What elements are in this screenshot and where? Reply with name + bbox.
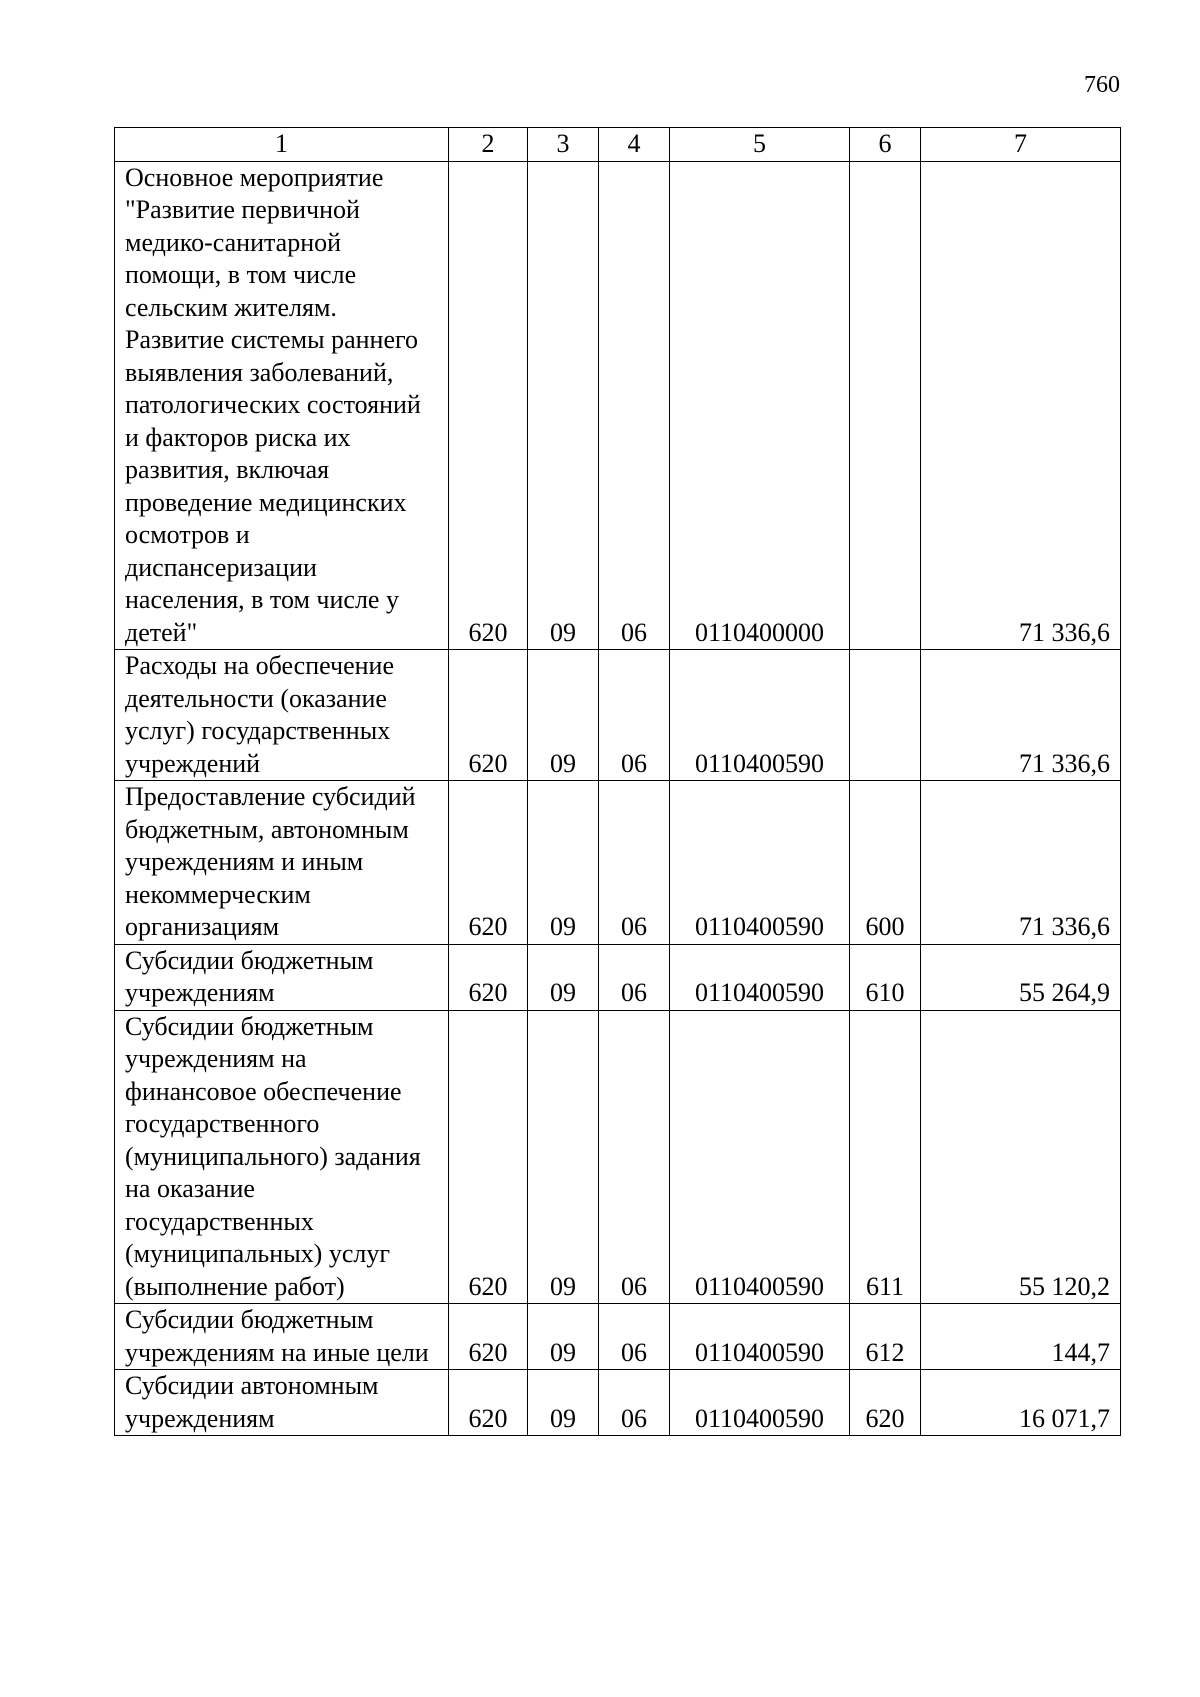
- row-col-6: 611: [850, 1010, 921, 1304]
- row-col-5: 0110400590: [670, 650, 850, 781]
- row-col-2: 620: [449, 161, 528, 650]
- row-name: Субсидии бюджетным учреждениям: [115, 944, 449, 1010]
- row-col-4: 06: [599, 1370, 670, 1436]
- row-col-5: 0110400590: [670, 944, 850, 1010]
- row-col-2: 620: [449, 1010, 528, 1304]
- row-col-4: 06: [599, 1010, 670, 1304]
- budget-table: [114, 127, 1121, 1436]
- row-col-5: 0110400590: [670, 1010, 850, 1304]
- table-row: [115, 161, 1121, 650]
- row-col-6: [850, 161, 921, 650]
- row-col-4: 06: [599, 650, 670, 781]
- row-col-3: 09: [528, 161, 599, 650]
- table-row: [115, 1370, 1121, 1436]
- row-col-6: 610: [850, 944, 921, 1010]
- row-col-4: 06: [599, 161, 670, 650]
- table-row: [115, 1010, 1121, 1304]
- table-row: [115, 781, 1121, 945]
- row-col-6: 600: [850, 781, 921, 945]
- row-col-2: 620: [449, 650, 528, 781]
- row-col-6: [850, 650, 921, 781]
- row-col-3: 09: [528, 1304, 599, 1370]
- header-col-7: 7: [921, 128, 1121, 162]
- row-col-6: 612: [850, 1304, 921, 1370]
- row-col-7: 55 264,9: [921, 944, 1121, 1010]
- row-col-3: 09: [528, 1010, 599, 1304]
- header-col-6: 6: [850, 128, 921, 162]
- row-col-3: 09: [528, 1370, 599, 1436]
- row-name: Основное мероприятие "Развитие первичной медико-санитарной помощи, в том числе сельским жителям. Развитие системы раннего выявления заболеваний, патологических состояний и факторов риска их развития, включая проведение медицинских осмотров и диспансеризации населения, в том числе у детей": [115, 161, 449, 650]
- row-col-7: 16 071,7: [921, 1370, 1121, 1436]
- row-col-4: 06: [599, 781, 670, 945]
- row-col-7: 71 336,6: [921, 650, 1121, 781]
- table-row: [115, 650, 1121, 781]
- row-col-7: 71 336,6: [921, 781, 1121, 945]
- row-col-4: 06: [599, 944, 670, 1010]
- row-col-4: 06: [599, 1304, 670, 1370]
- row-col-2: 620: [449, 781, 528, 945]
- row-col-2: 620: [449, 944, 528, 1010]
- row-col-3: 09: [528, 944, 599, 1010]
- row-col-2: 620: [449, 1370, 528, 1436]
- row-col-5: 0110400590: [670, 781, 850, 945]
- header-col-4: 4: [599, 128, 670, 162]
- page-number: 760: [1084, 72, 1120, 98]
- row-name: Субсидии бюджетным учреждениям на финансовое обеспечение государственного (муниципального) задания на оказание государственных (муниципальных) услуг (выполнение работ): [115, 1010, 449, 1304]
- row-col-6: 620: [850, 1370, 921, 1436]
- header-col-5: 5: [670, 128, 850, 162]
- header-col-3: 3: [528, 128, 599, 162]
- header-col-2: 2: [449, 128, 528, 162]
- row-col-5: 0110400590: [670, 1370, 850, 1436]
- row-col-5: 0110400000: [670, 161, 850, 650]
- row-name: Расходы на обеспечение деятельности (оказание услуг) государственных учреждений: [115, 650, 449, 781]
- header-row: [115, 128, 1121, 162]
- row-col-7: 55 120,2: [921, 1010, 1121, 1304]
- table-row: [115, 944, 1121, 1010]
- row-name: Субсидии автономным учреждениям: [115, 1370, 449, 1436]
- row-col-7: 71 336,6: [921, 161, 1121, 650]
- row-col-3: 09: [528, 650, 599, 781]
- table-row: [115, 1304, 1121, 1370]
- row-name: Предоставление субсидий бюджетным, автономным учреждениям и иным некоммерческим организациям: [115, 781, 449, 945]
- row-col-2: 620: [449, 1304, 528, 1370]
- row-col-3: 09: [528, 781, 599, 945]
- row-col-5: 0110400590: [670, 1304, 850, 1370]
- row-col-7: 144,7: [921, 1304, 1121, 1370]
- header-col-1: 1: [115, 128, 449, 162]
- row-name: Субсидии бюджетным учреждениям на иные цели: [115, 1304, 449, 1370]
